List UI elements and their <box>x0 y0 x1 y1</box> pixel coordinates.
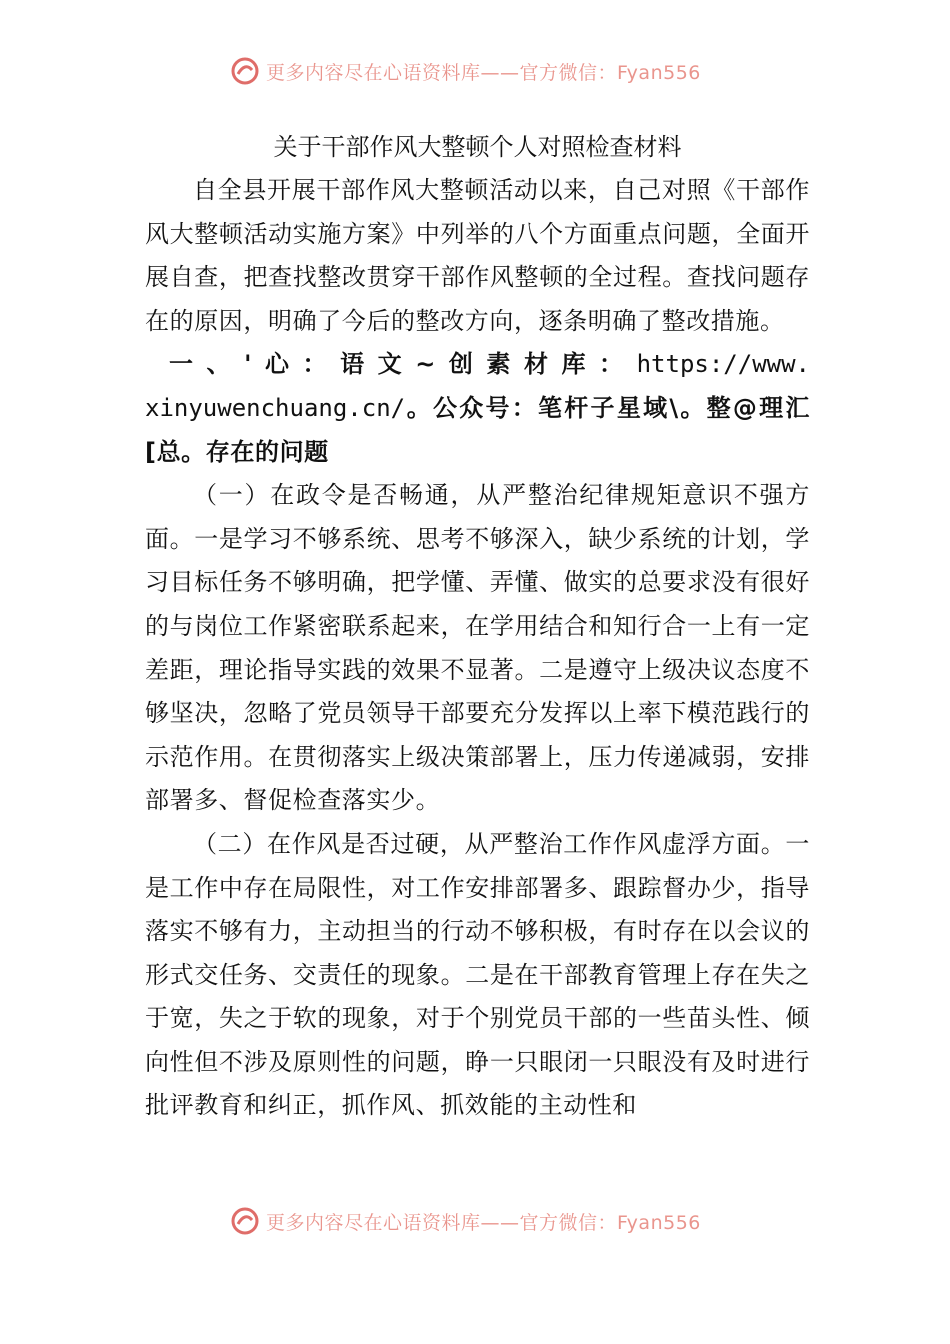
watermark-banner-top <box>230 54 730 88</box>
section-1-paragraph: （一）在政令是否畅通，从严整治纪律规矩意识不强方面。一是学习不够系统、思考不够深入，缺少系统的计划，学习目标任务不够明确，把学懂、弄懂、做实的总要求没有很好的与岗位工作紧密联系起来，在学用结合和知行合一上有一定差距，理论指导实践的效果不显著。二是遵守上级决议态度不够坚决，忽略了党员领导干部要充分发挥以上率下模范践行的示范作用。在贯彻落实上级决策部署上，压力传递减弱，安排部署多、督促检查落实少。 <box>145 481 810 815</box>
heading-suffix: 。公众号：笔杆子星域\。整@理汇[总。存在的问题 <box>145 393 810 466</box>
watermark-text: 更多内容尽在心语资料库——官方微信：Fyan556 <box>266 1211 701 1234</box>
watermark-text: 更多内容尽在心语资料库——官方微信：Fyan556 <box>266 61 701 84</box>
watermark-banner-bottom <box>230 1204 730 1238</box>
intro-paragraph: 自全县开展干部作风大整顿活动以来，自己对照《干部作风大整顿活动实施方案》中列举的八个方面重点问题，全面开展自查，把查找整改贯穿干部作风整顿的全过程。查找问题存在的原因，明确了今后的整改方向，逐条明确了整改措施。 <box>145 176 810 335</box>
heading-url: https://www.xinyuwenchuang.cn/ <box>145 350 810 422</box>
heading-prefix: 一、'心：语文~创素材库： <box>169 350 637 379</box>
logo-icon <box>230 56 260 86</box>
section-heading <box>145 343 810 474</box>
logo-icon <box>230 1206 260 1236</box>
section-2-paragraph: （二）在作风是否过硬，从严整治工作作风虚浮方面。一是工作中存在局限性，对工作安排部署多、跟踪督办少，指导落实不够有力，主动担当的行动不够积极，有时存在以会议的形式交任务、交责任的现象。二是在干部教育管理上存在失之于宽，失之于软的现象，对于个别党员干部的一些苗头性、倾向性但不涉及原则性的问题，睁一只眼闭一只眼没有及时进行批评教育和纠正，抓作风、抓效能的主动性和 <box>145 829 810 1120</box>
document-title: 关于干部作风大整顿个人对照检查材料 <box>273 133 682 161</box>
document-body <box>145 125 810 1128</box>
